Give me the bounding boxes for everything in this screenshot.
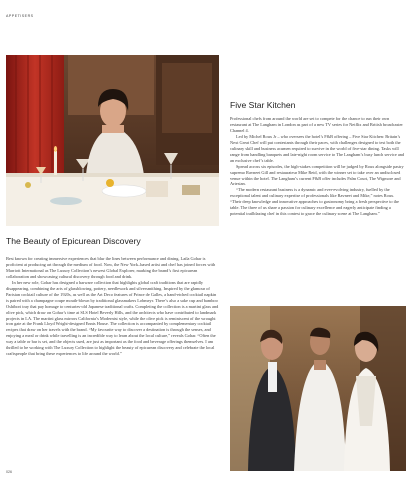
photo-chef-at-table-image xyxy=(6,55,219,226)
paragraph: Led by Michel Roux Jr – who oversees the hotel’s F&B offering – Five Star Kitchen: Britain’s Next Great Chef will put contestants through their paces, with challenges designed to test both the culinary skill and business acumen required to survive in the world of five-star dining. Tasks will range from handling banquets and late-night room service to The Langham’s busy lunch service and an exclusive chef’s table. xyxy=(230,133,405,163)
article-title-five-star-kitchen: Five Star Kitchen xyxy=(230,100,296,110)
paragraph: In her new role, Gohar has designed a barware collection that highlights global craft traditions that are rapidly disappearing, combining the arts of glassblowing, pottery, needlework and silversmithing. Inspired by the glamour of Parisian cocktail culture of the 1920s, as well as the Art Deco features of Prince de Galles, a hand-etched cocktail napkin is paired with a champagne coupe mouth-blown by traditional glassmakers Lobmeyr. There’s also a sake cup and bamboo Oshibori tray that pay homage to centuries-old Japanese traditional crafts. Completing the collection is a martini glass and olive pick, which draw on Gohar’s time at SLS Hotel Beverly Hills, and the architects who have contributed to landmark projects in LA. The martini glass mirrors California’s Modernist style, while the olive pick is reminiscent of the wrought iron gate at the Frank Lloyd Wright-designed Ennis House. The collection is accompanied by complementary cocktail recipes that draw on her travels with the brand. “My favourite way to discover a destination is through the senses, and enjoying a meal or drink while travelling is an incredible way to learn about the local culture,” reveals Gohar. “Often the way a table or bar is set, and the objects used, are just as important as the food and beverage offerings themselves. I am thrilled to be working with The Luxury Collection to highlight the beauty of epicurean discovery and celebrate the local craftspeople that bring these experiences to life around the world.” xyxy=(6,279,219,357)
photo-judges-image xyxy=(230,306,406,471)
photo-chef-at-table xyxy=(6,55,219,226)
section-label: APPETISERS xyxy=(6,14,34,18)
page-number: 026 xyxy=(6,470,12,474)
paragraph: Professional chefs from around the world are set to compete for the chance to run their own restaurant at The Langham in London as part of a new TV series for Netflix and British broadcaster Channel 4. xyxy=(230,116,403,133)
article-title-epicurean: The Beauty of Epicurean Discovery xyxy=(6,236,141,246)
paragraph: Spread across six episodes, the high-stakes competition will be judged by Roux alongside pastry supremo Ravneet Gill and restaurateur Mike Reid, with the winner set to take over an undisclosed venue within the hotel. The Langham’s current F&B offer includes Palm Court, The Wigmore and Artesian. xyxy=(230,163,404,187)
paragraph: “The modern restaurant business is a dynamic and ever-evolving industry, fuelled by the exceptional talent and culinary expertise of professionals like Ravneet and Mike,” notes Roux. “Their deep knowledge and innovative approaches to gastronomy bring a fresh perspective to the table. The three of us share a passion for culinary excellence and eagerly anticipate finding a potential trailblazing chef in this contest to grace the culinary scene at The Langham.” xyxy=(230,187,399,217)
article-body-epicurean xyxy=(6,256,219,357)
article-body-five-star-kitchen xyxy=(230,116,406,217)
photo-judges xyxy=(230,306,406,471)
paragraph: Best known for creating immersive experiences that blur the lines between performance and dining, Laila Gohar is proficient at producing art through the medium of food. Now, the New York–based artist and chef has joined forces with Marriott International as The Luxury Collection’s newest Global Explorer, marking the brand’s first epicurean collaboration and showcasing cultural discovery through food and drink. xyxy=(6,256,216,279)
